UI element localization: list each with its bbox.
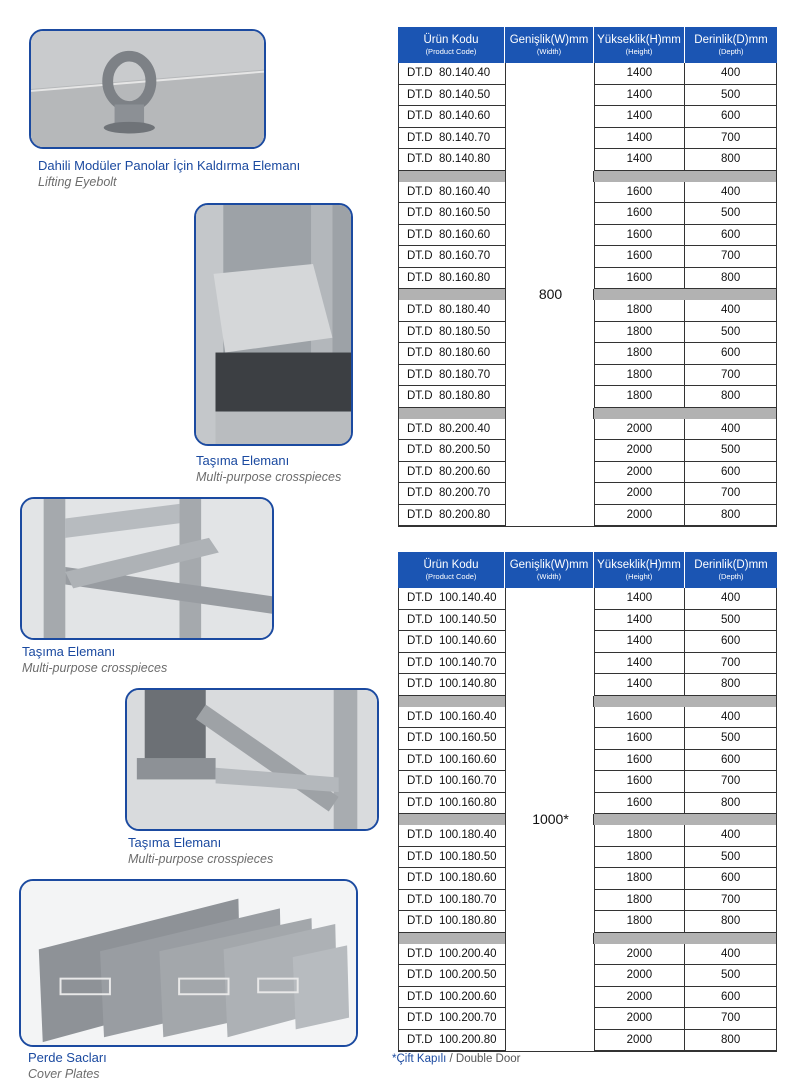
depth-cell: 600 xyxy=(685,631,776,653)
table-row xyxy=(399,505,776,527)
width-cell xyxy=(506,483,595,505)
table-row xyxy=(399,1030,776,1052)
width-cell xyxy=(506,987,595,1009)
product-code-cell: DT.D 80.140.60 xyxy=(399,106,506,128)
product-code-cell: DT.D 80.200.60 xyxy=(399,462,506,484)
table-row xyxy=(399,63,776,85)
table-row xyxy=(399,1008,776,1030)
depth-cell: 400 xyxy=(685,63,776,85)
width-cell xyxy=(506,182,595,204)
product-code-cell: DT.D 100.160.40 xyxy=(399,707,506,729)
depth-cell: 600 xyxy=(685,462,776,484)
caption-crosspiece-3 xyxy=(128,834,273,868)
height-cell: 1400 xyxy=(595,674,686,696)
caption-en: Multi-purpose crosspieces xyxy=(22,661,168,675)
product-code-cell: DT.D 80.160.40 xyxy=(399,182,506,204)
depth-cell: 600 xyxy=(685,987,776,1009)
photo-cover-plates xyxy=(19,879,358,1047)
depth-cell: 800 xyxy=(685,149,776,171)
product-code-cell: DT.D 80.140.50 xyxy=(399,85,506,107)
width-cell xyxy=(506,847,595,869)
width-cell xyxy=(506,128,595,150)
width-cell xyxy=(506,440,595,462)
table-row xyxy=(399,944,776,966)
product-code-cell: DT.D 100.160.60 xyxy=(399,750,506,772)
height-cell: 1400 xyxy=(595,653,686,675)
height-cell: 1400 xyxy=(595,106,686,128)
product-code-cell: DT.D 80.160.60 xyxy=(399,225,506,247)
depth-cell: 700 xyxy=(685,890,776,912)
table-row xyxy=(399,825,776,847)
depth-cell: 700 xyxy=(685,246,776,268)
width-cell xyxy=(506,462,595,484)
depth-cell: 800 xyxy=(685,674,776,696)
table-header xyxy=(398,552,777,588)
table-header xyxy=(398,27,777,63)
product-code-cell: DT.D 80.180.70 xyxy=(399,365,506,387)
width-cell xyxy=(506,419,595,441)
height-cell: 2000 xyxy=(595,419,686,441)
height-cell: 1800 xyxy=(595,911,686,933)
height-cell: 1400 xyxy=(595,128,686,150)
product-code-cell: DT.D 100.200.50 xyxy=(399,965,506,987)
height-cell: 1600 xyxy=(595,182,686,204)
depth-cell: 400 xyxy=(685,300,776,322)
depth-cell: 500 xyxy=(685,728,776,750)
product-code-cell: DT.D 100.200.60 xyxy=(399,987,506,1009)
width-cell xyxy=(506,322,595,344)
width-cell xyxy=(506,365,595,387)
product-code-cell: DT.D 80.140.70 xyxy=(399,128,506,150)
product-code-cell: DT.D 80.180.80 xyxy=(399,386,506,408)
caption-en: Cover Plates xyxy=(28,1067,100,1081)
height-cell: 1800 xyxy=(595,847,686,869)
width-cell xyxy=(506,653,595,675)
photo-crosspiece-1 xyxy=(194,203,353,446)
width-cell xyxy=(506,63,595,85)
table-row xyxy=(399,965,776,987)
product-code-cell: DT.D 80.200.80 xyxy=(399,505,506,527)
height-cell: 2000 xyxy=(595,987,686,1009)
header-depth: Derinlik(D)mm (Depth) xyxy=(685,27,777,63)
width-cell xyxy=(506,85,595,107)
footnote xyxy=(392,1053,520,1065)
depth-cell: 400 xyxy=(685,707,776,729)
table-row xyxy=(399,771,776,793)
height-cell: 1800 xyxy=(595,825,686,847)
table-row xyxy=(399,203,776,225)
caption-crosspiece-2 xyxy=(22,643,167,677)
product-code-cell: DT.D 80.140.80 xyxy=(399,149,506,171)
table-row xyxy=(399,246,776,268)
table-row xyxy=(399,610,776,632)
depth-cell: 700 xyxy=(685,653,776,675)
depth-cell: 500 xyxy=(685,322,776,344)
depth-cell: 500 xyxy=(685,203,776,225)
product-code-cell: DT.D 100.140.70 xyxy=(399,653,506,675)
depth-cell: 800 xyxy=(685,1030,776,1052)
height-cell: 1600 xyxy=(595,203,686,225)
height-cell: 1600 xyxy=(595,225,686,247)
product-code-cell: DT.D 100.180.40 xyxy=(399,825,506,847)
width-cell xyxy=(506,1030,595,1052)
height-cell: 2000 xyxy=(595,462,686,484)
product-code-cell: DT.D 100.160.80 xyxy=(399,793,506,815)
width-cell xyxy=(506,965,595,987)
product-code-cell: DT.D 100.160.70 xyxy=(399,771,506,793)
depth-cell: 500 xyxy=(685,847,776,869)
table-row xyxy=(399,419,776,441)
product-code-cell: DT.D 100.160.50 xyxy=(399,728,506,750)
table-row xyxy=(399,149,776,171)
depth-cell: 700 xyxy=(685,365,776,387)
product-code-cell: DT.D 80.180.50 xyxy=(399,322,506,344)
table-row xyxy=(399,750,776,772)
caption-tr: Taşıma Elemanı xyxy=(22,644,116,659)
depth-cell: 600 xyxy=(685,868,776,890)
height-cell: 2000 xyxy=(595,440,686,462)
product-code-cell: DT.D 100.140.80 xyxy=(399,674,506,696)
depth-cell: 400 xyxy=(685,825,776,847)
depth-cell: 500 xyxy=(685,440,776,462)
depth-cell: 600 xyxy=(685,106,776,128)
table-row xyxy=(399,728,776,750)
product-code-cell: DT.D 100.180.60 xyxy=(399,868,506,890)
depth-cell: 400 xyxy=(685,944,776,966)
height-cell: 2000 xyxy=(595,505,686,527)
table-body xyxy=(398,588,777,1052)
height-cell: 1400 xyxy=(595,631,686,653)
photo-lifting-eyebolt xyxy=(29,29,266,149)
depth-cell: 400 xyxy=(685,182,776,204)
width-value: 1000* xyxy=(532,811,569,827)
table-row xyxy=(399,868,776,890)
height-cell: 1600 xyxy=(595,728,686,750)
depth-cell: 700 xyxy=(685,1008,776,1030)
height-cell: 1600 xyxy=(595,246,686,268)
product-code-cell: DT.D 80.200.70 xyxy=(399,483,506,505)
product-code-cell: DT.D 80.140.40 xyxy=(399,63,506,85)
width-cell xyxy=(506,1008,595,1030)
product-code-cell: DT.D 100.180.50 xyxy=(399,847,506,869)
width-cell xyxy=(506,588,595,610)
depth-cell: 600 xyxy=(685,750,776,772)
table-row xyxy=(399,911,776,933)
width-cell xyxy=(506,225,595,247)
height-cell: 1600 xyxy=(595,707,686,729)
product-code-cell: DT.D 80.160.70 xyxy=(399,246,506,268)
width-cell xyxy=(506,728,595,750)
height-cell: 1800 xyxy=(595,343,686,365)
depth-cell: 800 xyxy=(685,386,776,408)
depth-cell: 800 xyxy=(685,268,776,290)
height-cell: 1800 xyxy=(595,365,686,387)
depth-cell: 400 xyxy=(685,419,776,441)
depth-cell: 600 xyxy=(685,225,776,247)
depth-cell: 800 xyxy=(685,911,776,933)
width-cell xyxy=(506,944,595,966)
height-cell: 1400 xyxy=(595,149,686,171)
width-cell xyxy=(506,106,595,128)
table-row xyxy=(399,300,776,322)
table-row xyxy=(399,588,776,610)
depth-cell: 500 xyxy=(685,965,776,987)
height-cell: 1800 xyxy=(595,322,686,344)
product-code-cell: DT.D 100.200.80 xyxy=(399,1030,506,1052)
table-row xyxy=(399,106,776,128)
caption-en: Multi-purpose crosspieces xyxy=(128,852,274,866)
product-code-cell: DT.D 80.200.40 xyxy=(399,419,506,441)
height-cell: 1800 xyxy=(595,890,686,912)
spec-table-800 xyxy=(398,27,777,527)
product-code-cell: DT.D 80.200.50 xyxy=(399,440,506,462)
width-cell xyxy=(506,246,595,268)
height-cell: 1800 xyxy=(595,386,686,408)
header-depth: Derinlik(D)mm (Depth) xyxy=(685,552,777,588)
table-row xyxy=(399,322,776,344)
header-width: Genişlik(W)mm (Width) xyxy=(505,552,594,588)
width-cell xyxy=(506,386,595,408)
width-cell xyxy=(506,750,595,772)
table-row xyxy=(399,85,776,107)
height-cell: 1400 xyxy=(595,63,686,85)
product-code-cell: DT.D 80.180.60 xyxy=(399,343,506,365)
height-cell: 1400 xyxy=(595,588,686,610)
table-row xyxy=(399,182,776,204)
table-body xyxy=(398,63,777,527)
product-code-cell: DT.D 80.160.50 xyxy=(399,203,506,225)
width-cell xyxy=(506,911,595,933)
product-code-cell: DT.D 100.180.70 xyxy=(399,890,506,912)
product-code-cell: DT.D 80.180.40 xyxy=(399,300,506,322)
table-row xyxy=(399,847,776,869)
caption-tr: Perde Sacları xyxy=(28,1050,107,1065)
caption-tr: Taşıma Elemanı xyxy=(128,835,222,850)
group-separator xyxy=(399,408,776,419)
product-code-cell: DT.D 100.140.40 xyxy=(399,588,506,610)
photo-crosspiece-3 xyxy=(125,688,379,831)
table-row xyxy=(399,440,776,462)
caption-crosspiece-1 xyxy=(196,452,341,486)
caption-en: Lifting Eyebolt xyxy=(38,175,117,189)
width-cell xyxy=(506,149,595,171)
product-code-cell: DT.D 80.160.80 xyxy=(399,268,506,290)
table-row xyxy=(399,890,776,912)
caption-tr: Dahili Modüler Panolar İçin Kaldırma Elemanı xyxy=(38,158,301,173)
depth-cell: 600 xyxy=(685,343,776,365)
height-cell: 2000 xyxy=(595,965,686,987)
height-cell: 2000 xyxy=(595,1030,686,1052)
width-cell xyxy=(506,300,595,322)
product-code-cell: DT.D 100.140.50 xyxy=(399,610,506,632)
width-cell xyxy=(506,707,595,729)
table-row xyxy=(399,462,776,484)
table-row xyxy=(399,631,776,653)
height-cell: 2000 xyxy=(595,483,686,505)
header-width: Genişlik(W)mm (Width) xyxy=(505,27,594,63)
footnote-double-door-tr: *Çift Kapılı xyxy=(392,1053,447,1065)
table-row xyxy=(399,343,776,365)
depth-cell: 700 xyxy=(685,771,776,793)
table-row xyxy=(399,365,776,387)
caption-tr: Taşıma Elemanı xyxy=(196,453,290,468)
table-row xyxy=(399,128,776,150)
depth-cell: 400 xyxy=(685,588,776,610)
height-cell: 1600 xyxy=(595,750,686,772)
product-code-cell: DT.D 100.140.60 xyxy=(399,631,506,653)
product-code-cell: DT.D 100.200.70 xyxy=(399,1008,506,1030)
depth-cell: 700 xyxy=(685,128,776,150)
table-row xyxy=(399,987,776,1009)
photo-crosspiece-2 xyxy=(20,497,274,640)
width-cell xyxy=(506,203,595,225)
group-separator xyxy=(399,171,776,182)
header-height: Yükseklik(H)mm (Height) xyxy=(594,27,685,63)
depth-cell: 800 xyxy=(685,793,776,815)
table-row xyxy=(399,225,776,247)
product-code-cell: DT.D 100.180.80 xyxy=(399,911,506,933)
width-cell xyxy=(506,771,595,793)
group-separator xyxy=(399,696,776,707)
group-separator xyxy=(399,933,776,944)
width-cell xyxy=(506,343,595,365)
depth-cell: 500 xyxy=(685,85,776,107)
width-value: 800 xyxy=(538,286,563,302)
header-height: Yükseklik(H)mm (Height) xyxy=(594,552,685,588)
product-code-cell: DT.D 100.200.40 xyxy=(399,944,506,966)
height-cell: 2000 xyxy=(595,944,686,966)
spec-table-1000 xyxy=(398,552,777,1052)
width-cell xyxy=(506,825,595,847)
caption-cover-plates xyxy=(28,1049,107,1083)
height-cell: 1800 xyxy=(595,300,686,322)
table-row xyxy=(399,483,776,505)
width-cell xyxy=(506,674,595,696)
height-cell: 1400 xyxy=(595,610,686,632)
height-cell: 1400 xyxy=(595,85,686,107)
footnote-double-door-en: / Double Door xyxy=(446,1053,521,1065)
depth-cell: 500 xyxy=(685,610,776,632)
height-cell: 2000 xyxy=(595,1008,686,1030)
table-row xyxy=(399,707,776,729)
height-cell: 1800 xyxy=(595,868,686,890)
width-cell xyxy=(506,610,595,632)
table-row xyxy=(399,653,776,675)
height-cell: 1600 xyxy=(595,793,686,815)
table-row xyxy=(399,674,776,696)
depth-cell: 700 xyxy=(685,483,776,505)
depth-cell: 800 xyxy=(685,505,776,527)
caption-lifting-eyebolt xyxy=(38,157,300,191)
caption-en: Multi-purpose crosspieces xyxy=(196,470,342,484)
width-cell xyxy=(506,868,595,890)
header-product-code: Ürün Kodu (Product Code) xyxy=(398,552,505,588)
height-cell: 1600 xyxy=(595,771,686,793)
table-row xyxy=(399,386,776,408)
height-cell: 1600 xyxy=(595,268,686,290)
width-cell xyxy=(506,890,595,912)
width-cell xyxy=(506,505,595,527)
width-cell xyxy=(506,631,595,653)
header-product-code: Ürün Kodu (Product Code) xyxy=(398,27,505,63)
